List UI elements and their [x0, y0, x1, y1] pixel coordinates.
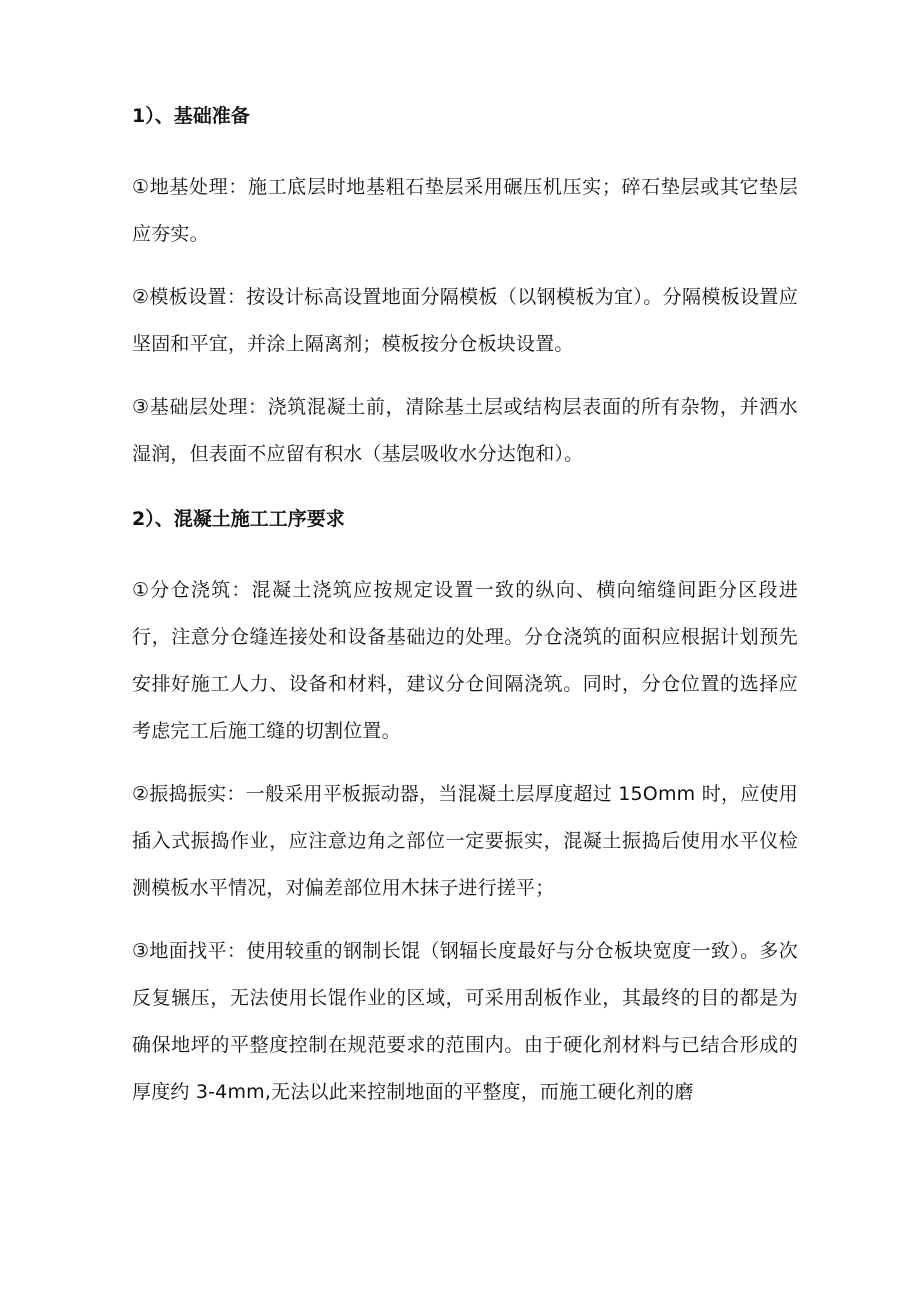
section-heading-foundation-prep: 1）、基础准备: [132, 105, 250, 127]
paragraph-ground-treatment: ①地基处理：施工底层时地基粗石垫层采用碾压机压实；碎石垫层或其它垫层应夯实。: [132, 176, 798, 245]
paragraph-base-layer-treatment: ③基础层处理：浇筑混凝土前，清除基土层或结构层表面的所有杂物，并洒水湿润，但表面不应留有积水（基层吸收水分达饱和）。: [132, 396, 798, 465]
paragraph-vibration-compaction: ②振捣振实：一般采用平板振动器，当混凝土层厚度超过 15Omm 时，应使用插入式振捣作业，应注意边角之部位一定要振实，混凝土振捣后使用水平仪检测模板水平情况，对偏差部位用木抹子进行搓平；: [132, 783, 798, 899]
document-body: [132, 97, 798, 1132]
section-heading-concrete-process: 2）、混凝土施工工序要求: [132, 508, 345, 530]
paragraph-bay-pouring: ①分仓浇筑：混凝土浇筑应按规定设置一致的纵向、横向缩缝间距分区段进行，注意分仓缝连接处和设备基础边的处理。分仓浇筑的面积应根据计划预先安排好施工人力、设备和材料，建议分仓间隔浇筑。同时，分仓位置的选择应考虑完工后施工缝的切割位置。: [132, 579, 798, 742]
paragraph-formwork-setup: ②模板设置：按设计标高设置地面分隔模板（以钢模板为宜）。分隔模板设置应坚固和平宜，并涂上隔离剂；模板按分仓板块设置。: [132, 286, 798, 355]
paragraph-floor-leveling: ③地面找平：使用较重的钢制长馄（钢辐长度最好与分仓板块宽度一致）。多次反复辗压，无法使用长馄作业的区域，可采用刮板作业，其最终的目的都是为确保地坪的平整度控制在规范要求的范围内。由于硬化剂材料与已结合形成的厚度约 3-4mm,无法以此来控制地面的平整度，而施工硬化剂的磨: [132, 940, 798, 1103]
